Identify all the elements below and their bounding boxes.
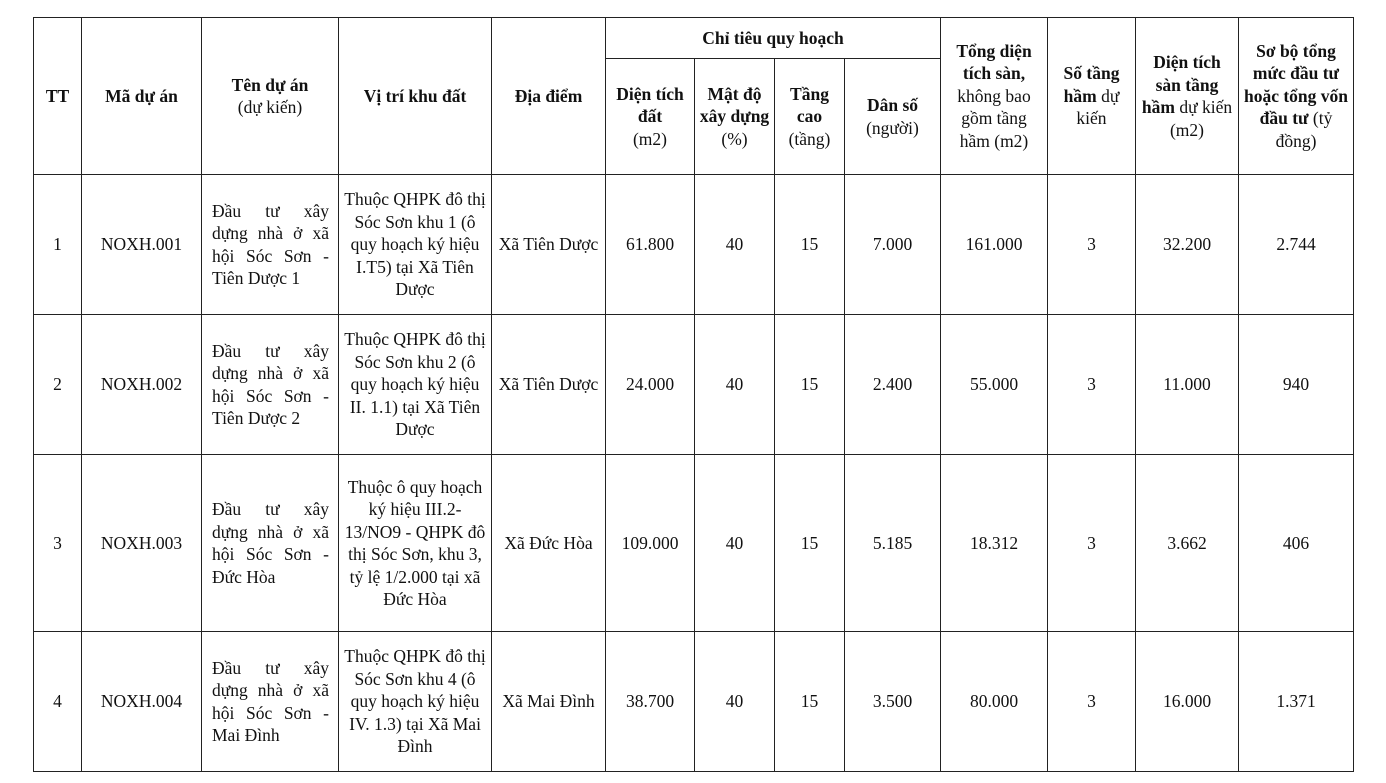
cell-area: 61.800 [606, 175, 695, 315]
cell-basements: 3 [1048, 315, 1136, 455]
cell-population: 3.500 [845, 632, 941, 772]
projects-table [33, 17, 1354, 772]
col-code-header: Mã dự án [82, 18, 202, 175]
cell-tt: 3 [34, 455, 82, 632]
cell-tt: 4 [34, 632, 82, 772]
col-name-note: (dự kiến) [237, 97, 303, 117]
col-basements-note: dự kiến [1076, 85, 1120, 129]
cell-density: 40 [695, 175, 775, 315]
cell-place: Xã Tiên Dược [492, 175, 606, 315]
col-basement-area-header [1136, 18, 1239, 175]
cell-code: NOXH.002 [82, 315, 202, 455]
col-location-header: Vị trí khu đất [339, 18, 492, 175]
cell-basements: 3 [1048, 632, 1136, 772]
col-area-title: Diện tích đất [616, 83, 684, 127]
cell-area: 109.000 [606, 455, 695, 632]
cell-floor-area: 18.312 [941, 455, 1048, 632]
cell-location: Thuộc ô quy hoạch ký hiệu III.2-13/NO9 - QHPK đô thị Sóc Sơn, khu 3, tỷ lệ 1/2.000 tại xã Đức Hòa [339, 455, 492, 632]
cell-investment: 1.371 [1239, 632, 1354, 772]
cell-investment: 2.744 [1239, 175, 1354, 315]
cell-code: NOXH.004 [82, 632, 202, 772]
planning-group-header: Chỉ tiêu quy hoạch [606, 18, 941, 59]
cell-floor-area: 80.000 [941, 632, 1048, 772]
cell-floors: 15 [775, 315, 845, 455]
cell-density: 40 [695, 632, 775, 772]
header-row-1 [34, 18, 1354, 59]
cell-floors: 15 [775, 455, 845, 632]
cell-floor-area: 161.000 [941, 175, 1048, 315]
cell-location: Thuộc QHPK đô thị Sóc Sơn khu 4 (ô quy hoạch ký hiệu IV. 1.3) tại Xã Mai Đình [339, 632, 492, 772]
col-name-header [202, 18, 339, 175]
cell-area: 38.700 [606, 632, 695, 772]
cell-basements: 3 [1048, 175, 1136, 315]
col-place-header: Địa điểm [492, 18, 606, 175]
cell-code: NOXH.003 [82, 455, 202, 632]
cell-code: NOXH.001 [82, 175, 202, 315]
cell-basement-area: 32.200 [1136, 175, 1239, 315]
cell-basement-area: 11.000 [1136, 315, 1239, 455]
cell-density: 40 [695, 315, 775, 455]
col-floors-header [775, 59, 845, 175]
cell-population: 2.400 [845, 315, 941, 455]
col-area-header [606, 59, 695, 175]
col-name-title: Tên dự án [231, 74, 309, 95]
cell-basement-area: 16.000 [1136, 632, 1239, 772]
cell-population: 5.185 [845, 455, 941, 632]
col-area-note: (m2) [632, 128, 668, 149]
col-floor-area-title: Tổng diện tích sàn, [956, 40, 1032, 84]
cell-place: Xã Tiên Dược [492, 315, 606, 455]
cell-name: Đầu tư xây dựng nhà ở xã hội Sóc Sơn - Tiên Dược 1 [202, 175, 339, 315]
cell-tt: 1 [34, 175, 82, 315]
col-density-note: (%) [721, 128, 748, 149]
col-density-header [695, 59, 775, 175]
col-floor-area-header [941, 18, 1048, 175]
table-row [34, 315, 1354, 455]
cell-investment: 406 [1239, 455, 1354, 632]
col-investment-header [1239, 18, 1354, 175]
cell-tt: 2 [34, 315, 82, 455]
cell-floors: 15 [775, 175, 845, 315]
cell-basements: 3 [1048, 455, 1136, 632]
col-floors-title: Tầng cao [790, 83, 829, 127]
cell-location: Thuộc QHPK đô thị Sóc Sơn khu 1 (ô quy hoạch ký hiệu I.T5) tại Xã Tiên Dược [339, 175, 492, 315]
cell-basement-area: 3.662 [1136, 455, 1239, 632]
cell-area: 24.000 [606, 315, 695, 455]
col-basement-area-title: Diện tích sàn tầng hầm [1141, 52, 1221, 117]
cell-floors: 15 [775, 632, 845, 772]
col-investment-note: (tỷ đồng) [1275, 108, 1333, 151]
col-density-title: Mật độ xây dựng [699, 83, 770, 127]
table-row [34, 175, 1354, 315]
col-basements-header [1048, 18, 1136, 175]
col-population-note: (người) [866, 117, 919, 138]
cell-place: Xã Đức Hòa [492, 455, 606, 632]
col-tt-header: TT [34, 18, 82, 175]
col-basement-area-note: dự kiến (m2) [1169, 97, 1233, 140]
table-row [34, 632, 1354, 772]
cell-place: Xã Mai Đình [492, 632, 606, 772]
cell-density: 40 [695, 455, 775, 632]
cell-population: 7.000 [845, 175, 941, 315]
col-population-header [845, 59, 941, 175]
cell-floor-area: 55.000 [941, 315, 1048, 455]
cell-investment: 940 [1239, 315, 1354, 455]
col-basements-title: Số tầng hầm [1063, 63, 1120, 106]
col-floors-note: (tầng) [788, 128, 831, 149]
cell-location: Thuộc QHPK đô thị Sóc Sơn khu 2 (ô quy hoạch ký hiệu II. 1.1) tại Xã Tiên Dược [339, 315, 492, 455]
col-investment-title: Sơ bộ tổng mức đầu tư hoặc tổng vốn đầu tư [1243, 40, 1349, 129]
table-row [34, 455, 1354, 632]
cell-name: Đầu tư xây dựng nhà ở xã hội Sóc Sơn - Đức Hòa [202, 455, 339, 632]
cell-name: Đầu tư xây dựng nhà ở xã hội Sóc Sơn - Mai Đình [202, 632, 339, 772]
col-population-title: Dân số [866, 95, 919, 115]
cell-name: Đầu tư xây dựng nhà ở xã hội Sóc Sơn - Tiên Dược 2 [202, 315, 339, 455]
col-floor-area-note: không bao gồm tầng hầm (m2) [957, 85, 1031, 151]
